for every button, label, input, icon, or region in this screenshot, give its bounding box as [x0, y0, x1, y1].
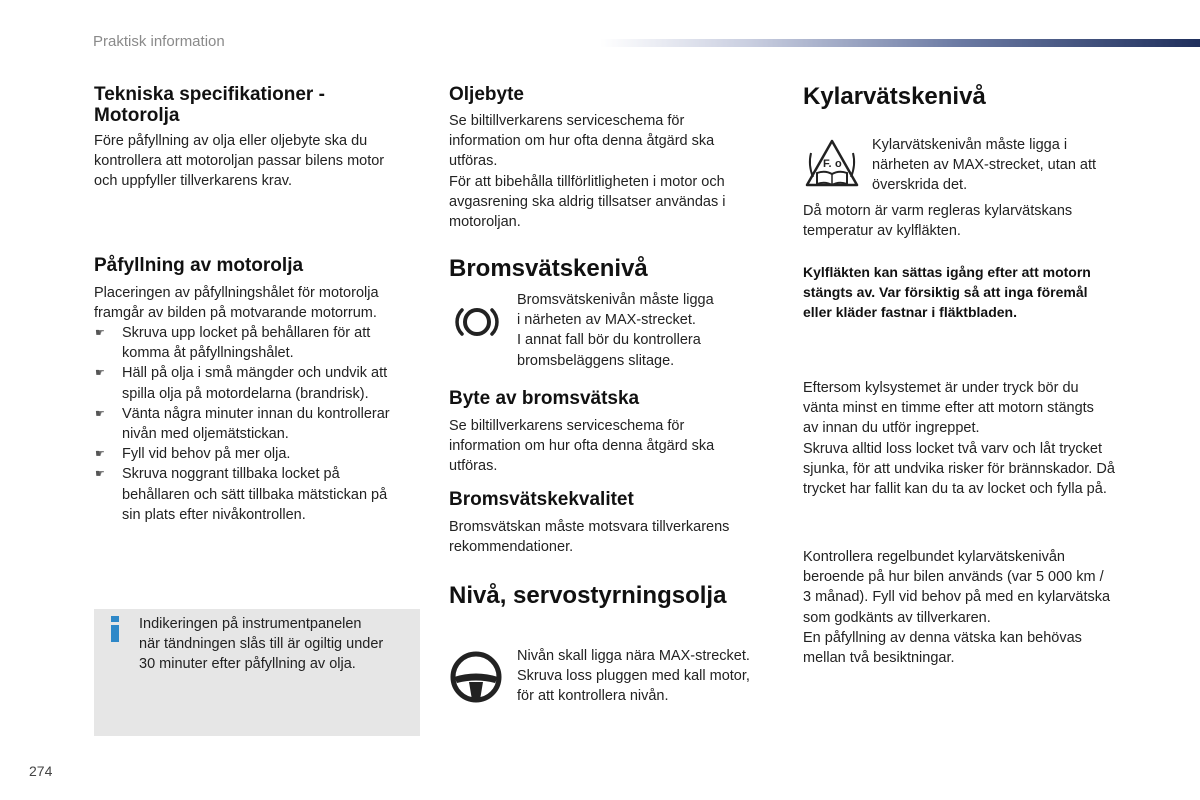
text-line: som godkänts av tillverkaren.: [803, 609, 991, 626]
text-line: En påfyllning av denna vätska kan behövas: [803, 629, 1082, 646]
info-box-text: [139, 614, 383, 675]
text-line: Eftersom kylsystemet är under tryck bör du: [803, 380, 1079, 396]
text-line: Kylarvätskenivån måste ligga i: [872, 137, 1068, 153]
text-line: stängts av. Var försiktig så att inga föremål: [803, 284, 1088, 301]
text-line: utföras.: [449, 458, 498, 475]
text-line: beroende på hur bilen används (var 5 000 km /: [803, 569, 1104, 586]
text-line: Skruva loss pluggen med kall motor,: [517, 668, 750, 685]
check-level-paragraph: [803, 547, 1110, 668]
fill-intro-paragraph: [94, 283, 379, 323]
text-line: I annat fall bör du kontrollera: [517, 332, 701, 349]
brake-fluid-paragraph: [517, 290, 714, 371]
text-line: Fyll vid behov på mer olja.: [122, 446, 291, 463]
fill-steps-list: [94, 323, 424, 525]
fill-heading: Påfyllning av motorolja: [94, 255, 304, 276]
pointing-hand-icon: ☛: [95, 367, 105, 380]
text-line: information om hur ofta denna åtgärd ska: [449, 438, 715, 455]
coolant-heading: Kylarvätskenivå: [803, 83, 986, 110]
text-line: 3 månad). Fyll vid behov på med en kylarvätska: [803, 589, 1111, 606]
text-line: Se biltillverkarens serviceschema för: [449, 418, 685, 434]
text-line: i närheten av MAX-strecket.: [517, 312, 696, 329]
text-line: och uppfyller tillverkarens krav.: [94, 173, 292, 190]
pointing-hand-icon: ☛: [95, 407, 105, 420]
text-line: sin plats efter nivåkontrollen.: [122, 506, 306, 523]
list-item: [94, 323, 424, 363]
text-line: framgår av bilden på motvarande motorrum.: [94, 305, 377, 322]
text-line: Nivån skall ligga nära MAX-strecket.: [517, 648, 750, 664]
brake-change-paragraph: [449, 416, 714, 477]
list-item: [94, 464, 424, 525]
text-line: 30 minuter efter påfyllning av olja.: [139, 656, 356, 673]
text-line: Häll på olja i små mängder och undvik att: [122, 365, 388, 382]
text-line: Placeringen av påfyllningshålet för motorolja: [94, 285, 379, 301]
pointing-hand-icon: ☛: [95, 448, 105, 461]
text-line: Vänta några minuter innan du kontrollerar: [122, 405, 390, 422]
text-line: avgasrening ska aldrig tillsatser användas i: [449, 193, 726, 210]
text-line: för att kontrollera nivån.: [517, 688, 669, 705]
fan-warning-paragraph: [803, 262, 1091, 323]
brake-quality-heading: Bromsvätskekvalitet: [449, 489, 634, 510]
text-line: Kylfläkten kan sättas igång efter att motorn: [803, 264, 1091, 280]
brake-fluid-heading: Bromsvätskenivå: [449, 255, 648, 282]
header-gradient-bar: [600, 39, 1200, 47]
brake-quality-paragraph: [449, 517, 729, 557]
text-line: Före påfyllning av olja eller oljebyte ska du: [94, 133, 368, 149]
coolant-icon-paragraph: [872, 135, 1096, 196]
spec-paragraph: [94, 131, 384, 192]
running-header: Praktisk information: [93, 33, 225, 50]
brake-warning-icon: [454, 302, 500, 342]
steering-wheel-icon: [449, 650, 503, 704]
oil-change-paragraph: [449, 111, 725, 232]
text-line: För att bibehålla tillförlitligheten i motor och: [449, 173, 725, 190]
text-line: överskrida det.: [872, 177, 968, 194]
coolant-temperature-paragraph: [803, 201, 1072, 241]
text-line: motoroljan.: [449, 214, 521, 231]
list-item: [94, 404, 424, 444]
text-line: behållaren och sätt tillbaka mätstickan på: [122, 486, 388, 503]
text-line: Skruva upp locket på behållaren för att: [122, 325, 371, 341]
power-steering-heading: Nivå, servostyrningsolja: [449, 582, 727, 609]
text-line: Indikeringen på instrumentpanelen: [139, 616, 362, 632]
pressure-paragraph: [803, 378, 1115, 499]
oil-change-heading: Oljebyte: [449, 84, 524, 105]
coolant-manual-warning-icon: [803, 137, 861, 195]
list-item: [94, 444, 424, 464]
text-line: rekommendationer.: [449, 539, 574, 556]
text-line: kontrollera att motoroljan passar bilens motor: [94, 153, 385, 170]
text-line: Skruva alltid loss locket två varv och låt trycket: [803, 440, 1102, 457]
text-line: Bromsvätskenivån måste ligga: [517, 292, 714, 308]
text-line: Se biltillverkarens serviceschema för: [449, 113, 685, 129]
text-line: mellan två besiktningar.: [803, 650, 955, 667]
text-line: nivån med oljemätstickan.: [122, 426, 289, 443]
text-line: spilla olja på motordelarna (brandrisk).: [122, 385, 369, 402]
text-line: bromsbeläggens slitage.: [517, 352, 675, 369]
list-item: [94, 363, 424, 403]
text-line: komma åt påfyllningshålet.: [122, 345, 294, 362]
text-line: vänta minst en timme efter att motorn stängts: [803, 400, 1094, 417]
pointing-hand-icon: ☛: [95, 327, 105, 339]
svg-text:F.: F.: [823, 158, 832, 170]
text-line: trycket har fallit kan du ta av locket och fylla på.: [803, 481, 1107, 498]
brake-change-heading: Byte av bromsvätska: [449, 388, 640, 409]
power-steering-paragraph: [517, 646, 750, 707]
text-line: information om hur ofta denna åtgärd ska: [449, 133, 715, 150]
text-line: Då motorn är varm regleras kylarvätskans: [803, 203, 1073, 219]
text-line: Skruva noggrant tillbaka locket på: [122, 466, 340, 483]
text-line: temperatur av kylfläkten.: [803, 223, 961, 240]
text-line: närheten av MAX-strecket, utan att: [872, 157, 1097, 174]
text-line: utföras.: [449, 153, 498, 170]
text-line: Bromsvätskan måste motsvara tillverkarens: [449, 519, 730, 535]
spec-heading: Tekniska specifikationer - Motorolja: [94, 84, 325, 126]
text-line: sjunka, för att undvika risker för brännskador. Då: [803, 460, 1115, 477]
page-number: 274: [29, 763, 53, 779]
text-line: när tändningen slås till är ogiltig under: [139, 636, 384, 653]
svg-text:o: o: [835, 158, 842, 170]
text-line: av innan du utför ingreppet.: [803, 420, 980, 437]
info-icon: [110, 616, 120, 642]
text-line: eller kläder fastnar i fläktbladen.: [803, 304, 1017, 321]
text-line: Kontrollera regelbundet kylarvätskenivån: [803, 549, 1065, 565]
pointing-hand-icon: ☛: [95, 468, 105, 481]
